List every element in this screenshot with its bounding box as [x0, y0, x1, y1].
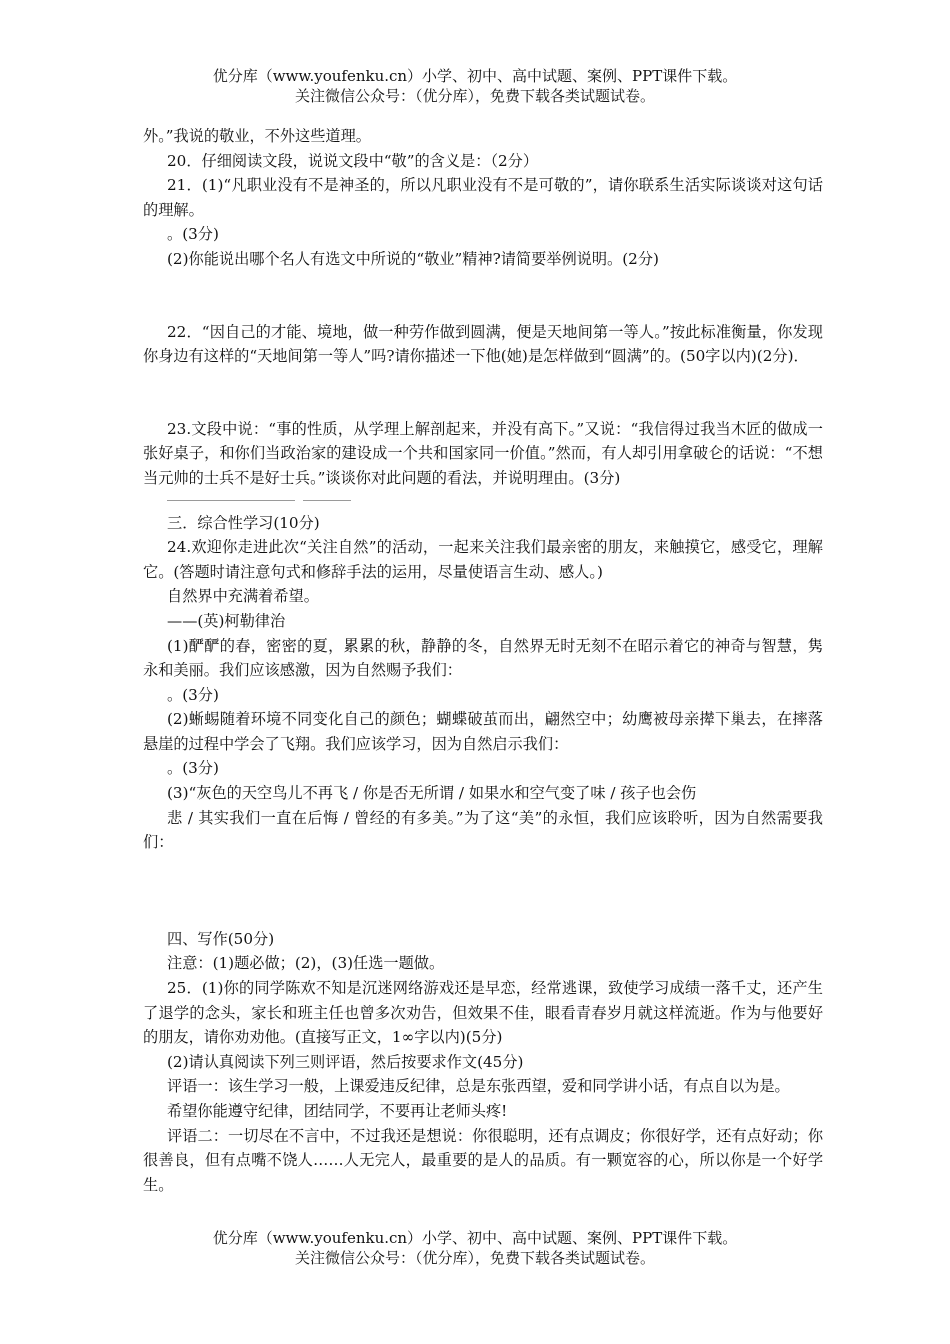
question-25-2: (2)请认真阅读下列三则评语，然后按要求作文(45分) [167, 1052, 524, 1071]
answer-space [143, 272, 823, 320]
question-23: 23.文段中说：“事的性质，从学理上解剖起来，并没有高下。”又说：“我信得过我当木匠的做成一张好桌子，和你们当政治家的建设成一个共和国家同一价值。”然而，有人却引用拿破仑的话说：“不想当元帅的士兵不是好士兵。”谈谈你对此问题的看法，并说明理由。(3分) [143, 419, 823, 487]
answer-space [143, 855, 823, 903]
answer-lines [167, 495, 823, 507]
quote: 自然界中充满着希望。 [167, 587, 319, 606]
answer-line [303, 500, 351, 501]
question-24-3-line1: (3)“灰色的天空鸟儿不再飞 / 你是否无所谓 / 如果水和空气变了味 / 孩子也会伤 [167, 784, 697, 803]
comment-1: 评语一：该生学习一般，上课爱违反纪律，总是东张西望，爱和同学讲小话，有点自以为是。 [167, 1077, 790, 1096]
question-25-1: 25．(1)你的同学陈欢不知是沉迷网络游戏还是早恋，经常逃课，致使学习成绩一落千丈，还产生了退学的念头，家长和班主任也曾多次劝告，但效果不佳，眼看青春岁月就这样流逝。作为与他要好的朋友，请你劝劝他。(直接写正文，1∞字以内)(5分) [143, 979, 823, 1047]
header-line-2: 关注微信公众号：（优分库），免费下载各类试题试卷。 [294, 87, 655, 105]
question-24: 24.欢迎你走进此次“关注自然”的活动，一起来关注我们最亲密的朋友，来触摸它，感受它，理解它。(答题时请注意句式和修辞手法的运用，尽量使语言生动、感人。) [143, 538, 823, 581]
writing-note: 注意：(1)题必做；(2)，(3)任选一题做。 [167, 954, 445, 973]
question-21-1: 21．(1)“凡职业没有不是神圣的，所以凡职业没有不是可敬的”，请你联系生活实际谈谈对这句话的理解。 [143, 176, 823, 219]
header-line-1: 优分库（www.youfenku.cn）小学、初中、高中试题、案例、PPT课件下载。 [212, 67, 738, 85]
question-24-1-score: 。(3分) [167, 685, 219, 704]
comment-1-wish: 希望你能遵守纪律，团结同学，不要再让老师头疼! [167, 1102, 508, 1120]
document-body [143, 124, 823, 1197]
footer-line-1: 优分库（www.youfenku.cn）小学、初中、高中试题、案例、PPT课件下载。 [212, 1229, 738, 1247]
answer-space [143, 903, 823, 927]
question-22: 22．“因自己的才能、境地，做一种劳作做到圆满，便是天地间第一等人。”按此标准衡量，你发现你身边有这样的“天地间第一等人”吗?请你描述一下他(她)是怎样做到“圆满”的。(50字以内)(2分)． [143, 322, 823, 366]
paragraph-continuation: 外。”我说的敬业，不外这些道理。 [143, 127, 371, 145]
quote-author: ——(英)柯勒律治 [167, 611, 286, 630]
question-24-2: (2)蜥蜴随着环境不同变化自己的颜色；蝴蝶破茧而出，翩然空中；幼鹰被母亲撵下巢去，在摔落悬崖的过程中学会了飞翔。我们应该学习，因为自然启示我们： [143, 710, 823, 753]
section-4-title: 四、写作(50分) [167, 929, 275, 948]
question-21-1-score: 。(3分) [167, 225, 219, 244]
question-21-2: (2)你能说出哪个名人有选文中所说的“敬业”精神?请简要举例说明。(2分) [167, 249, 659, 268]
question-20: 20．仔细阅读文段，说说文段中“敬”的含义是：（2分） [167, 151, 539, 170]
section-3-title: 三．综合性学习(10分) [167, 513, 320, 532]
footer-line-2: 关注微信公众号：（优分库），免费下载各类试题试卷。 [294, 1249, 655, 1267]
question-24-1: (1)酽酽的春，密密的夏，累累的秋，静静的冬，自然界无时无刻不在昭示着它的神奇与智慧，隽永和美丽。我们应该感激，因为自然赐予我们： [143, 636, 823, 680]
comment-2: 评语二：一切尽在不言中，不过我还是想说：你很聪明，还有点调皮；你很好学，还有点好动；你很善良，但有点嘴不饶人……人无完人，最重要的是人的品质。有一颗宽容的心，所以你是一个好学生。 [143, 1126, 823, 1194]
answer-line [167, 500, 295, 501]
question-24-3-line2: 悲 / 其实我们一直在后悔 / 曾经的有多美。”为了这“美”的永恒，我们应该聆听，因为自然需要我们： [143, 808, 823, 852]
page-header [0, 66, 950, 106]
page-footer [0, 1228, 950, 1268]
answer-space [143, 369, 823, 417]
question-24-2-score: 。(3分) [167, 759, 219, 778]
